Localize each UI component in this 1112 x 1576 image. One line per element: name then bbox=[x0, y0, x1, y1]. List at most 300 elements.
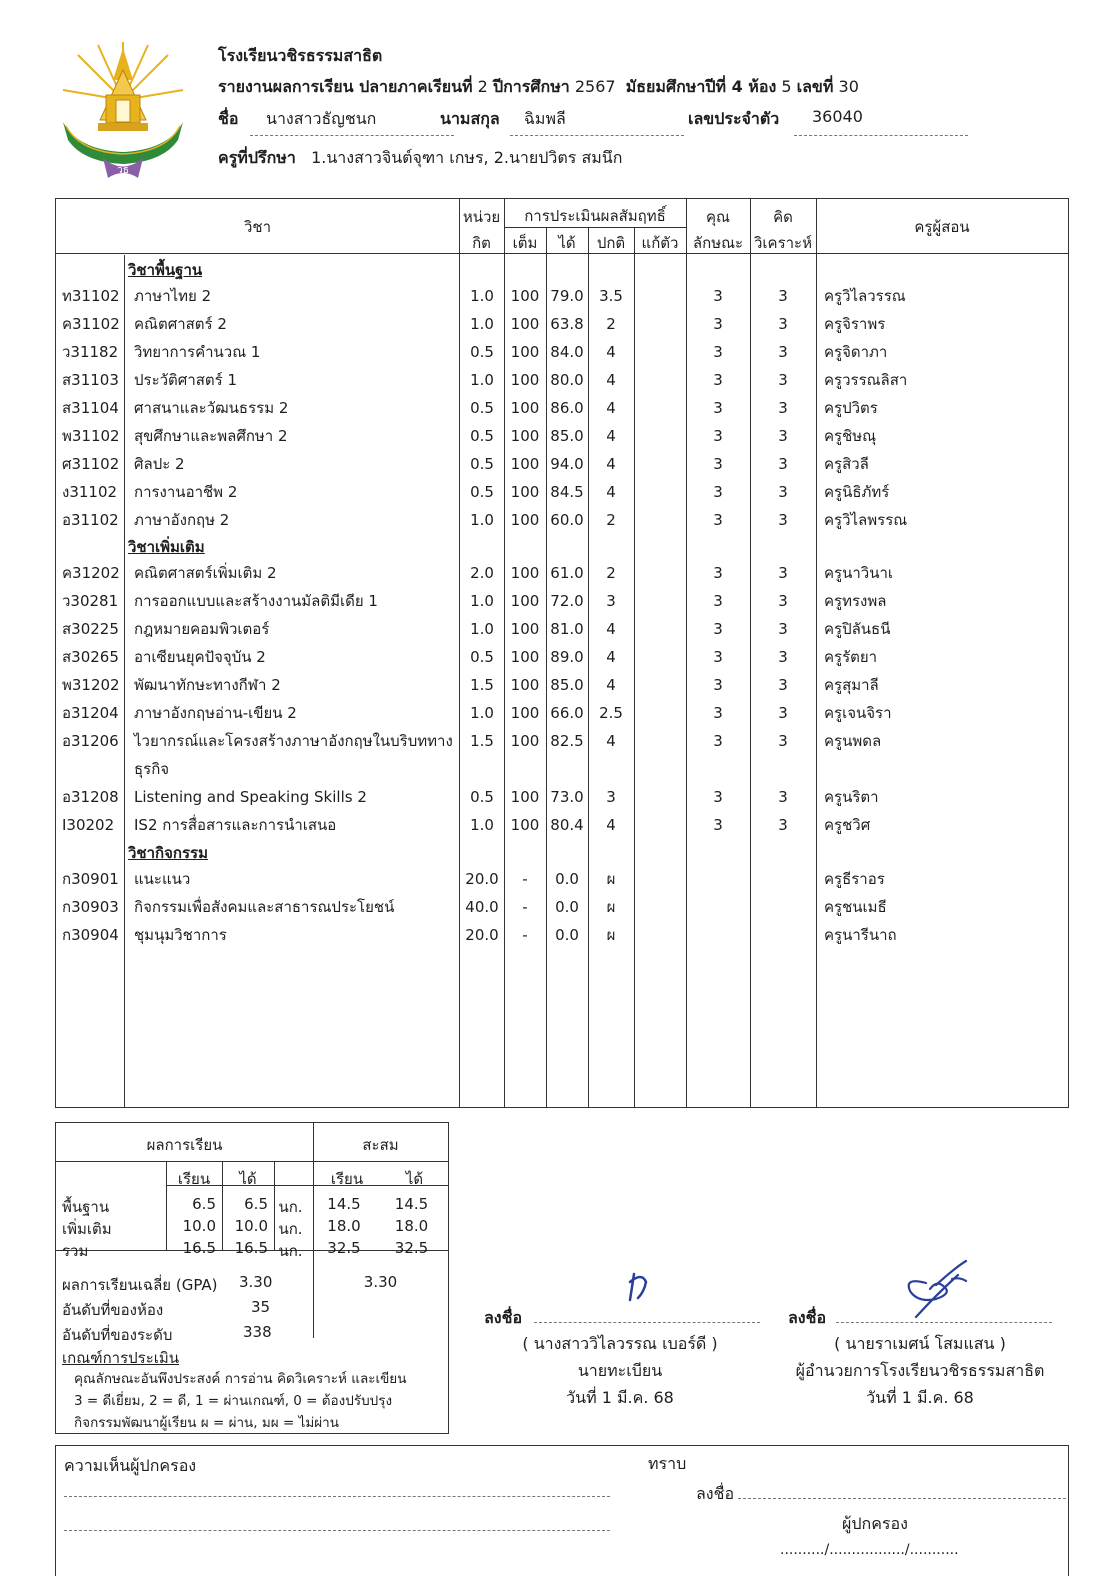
cell-normal: 4 bbox=[606, 399, 616, 417]
cell-normal: 2.5 bbox=[599, 704, 623, 722]
cell-crit: 3 bbox=[778, 343, 788, 361]
table-row bbox=[56, 559, 1068, 587]
surname-label: นามสกุล bbox=[440, 109, 500, 128]
header-got: ได้ bbox=[558, 234, 576, 252]
cell-credit: 1.0 bbox=[470, 287, 494, 305]
cell-teacher: ครูสุมาลี bbox=[824, 676, 879, 694]
cell-credit: 1.0 bbox=[470, 371, 494, 389]
cell-code: อ31206 bbox=[62, 732, 119, 750]
advisor-names: 1.นางสาวจินต์จุฑา เกษร, 2.นายปวิตร สมนึก bbox=[311, 148, 623, 167]
table-row bbox=[56, 338, 1068, 366]
cell-crit: 3 bbox=[778, 592, 788, 610]
room-value: 5 bbox=[781, 77, 792, 96]
cell-full: 100 bbox=[510, 732, 540, 750]
cell-got: 89.0 bbox=[550, 648, 584, 666]
cell-got: 80.0 bbox=[550, 371, 584, 389]
cell-normal: 4 bbox=[606, 648, 616, 666]
cell-full: 100 bbox=[510, 816, 540, 834]
right-sign-line bbox=[836, 1322, 1052, 1323]
cell-credit: 1.5 bbox=[470, 732, 494, 750]
summary-studied: 16.5 bbox=[182, 1239, 216, 1257]
cell-name: ชุมนุมวิชาการ bbox=[134, 926, 227, 944]
cell-code: อ31204 bbox=[62, 704, 119, 722]
section-additional: วิชาเพิ่มเติม bbox=[128, 538, 205, 556]
cell-full: 100 bbox=[510, 427, 540, 445]
cell-char: 3 bbox=[713, 455, 723, 473]
summary-unit: นก. bbox=[278, 1220, 303, 1238]
table-row bbox=[56, 671, 1068, 699]
cell-full: - bbox=[522, 870, 528, 888]
cell-char: 3 bbox=[713, 371, 723, 389]
parent-sign-line[interactable] bbox=[738, 1498, 1066, 1499]
registrar-signature bbox=[620, 1268, 660, 1308]
parent-date-line: ........../................./........... bbox=[780, 1542, 959, 1558]
header-full: เต็ม bbox=[512, 234, 538, 252]
cell-normal: ผ bbox=[606, 926, 616, 944]
summary-unit: นก. bbox=[278, 1198, 303, 1216]
cell-name: อาเซียนยุคปัจจุบัน 2 bbox=[134, 648, 266, 666]
summary-cum-earned-label: ได้ bbox=[405, 1170, 424, 1188]
table-row bbox=[56, 811, 1068, 839]
cell-crit: 3 bbox=[778, 648, 788, 666]
table-row bbox=[56, 865, 1068, 893]
table-row bbox=[56, 366, 1068, 394]
cell-teacher: ครูนริตา bbox=[824, 788, 879, 806]
cell-name: ภาษาไทย 2 bbox=[134, 287, 212, 305]
criteria-line-1: คุณลักษณะอันพึงประสงค์ การอ่าน คิดวิเคราะห์ และเขียน bbox=[74, 1371, 407, 1387]
cell-got: 81.0 bbox=[550, 620, 584, 638]
cell-code: อ31208 bbox=[62, 788, 119, 806]
cell-full: 100 bbox=[510, 287, 540, 305]
summary-earned: 6.5 bbox=[244, 1195, 268, 1213]
cell-teacher: ครูนพดล bbox=[824, 732, 882, 750]
cell-code: ส30225 bbox=[62, 620, 119, 638]
student-name: นางสาวธัญชนก bbox=[250, 107, 454, 136]
grade-label: มัธยมศึกษาปีที่ 4 ห้อง bbox=[625, 77, 777, 96]
cell-crit: 3 bbox=[778, 816, 788, 834]
cell-name: ภาษาอังกฤษอ่าน-เขียน 2 bbox=[134, 704, 297, 722]
cell-teacher: ครูธีราอร bbox=[824, 870, 885, 888]
summary-results-label: ผลการเรียน bbox=[146, 1136, 223, 1154]
table-row bbox=[56, 893, 1068, 921]
opinion-line-2[interactable] bbox=[64, 1530, 610, 1531]
cell-teacher: ครูนารีนาถ bbox=[824, 926, 897, 944]
year-value: 2567 bbox=[574, 77, 616, 96]
cell-name-continued: ธุรกิจ bbox=[134, 760, 170, 778]
cell-name: กิจกรรมเพื่อสังคมและสาธารณประโยชน์ bbox=[134, 898, 395, 916]
cell-got: 79.0 bbox=[550, 287, 584, 305]
parent-ack-label: ทราบ bbox=[648, 1454, 687, 1473]
cell-crit: 3 bbox=[778, 732, 788, 750]
summary-cum_earned: 18.0 bbox=[394, 1217, 429, 1235]
cell-normal: 2 bbox=[606, 564, 616, 582]
cell-name: ศาสนาและวัฒนธรรม 2 bbox=[134, 399, 289, 417]
cell-teacher: ครูวรรณลิสา bbox=[824, 371, 908, 389]
cell-name: การออกแบบและสร้างงานมัลติมีเดีย 1 bbox=[134, 592, 378, 610]
right-sign-label: ลงชื่อ bbox=[788, 1308, 827, 1327]
summary-studied: 6.5 bbox=[192, 1195, 216, 1213]
level-rank-value: 338 bbox=[243, 1323, 272, 1341]
cell-full: 100 bbox=[510, 592, 540, 610]
header-crit-top: คิด bbox=[773, 208, 793, 226]
cell-char: 3 bbox=[713, 343, 723, 361]
section-activity: วิชากิจกรรม bbox=[128, 844, 208, 862]
cell-code: พ31202 bbox=[62, 676, 120, 694]
cell-teacher: ครูสิวลี bbox=[824, 455, 869, 473]
cell-char: 3 bbox=[713, 732, 723, 750]
cell-normal: 4 bbox=[606, 620, 616, 638]
school-name: โรงเรียนวชิรธรรมสาธิต bbox=[218, 46, 383, 65]
cell-credit: 1.0 bbox=[470, 620, 494, 638]
cell-got: 66.0 bbox=[550, 704, 584, 722]
cell-char: 3 bbox=[713, 427, 723, 445]
cell-full: 100 bbox=[510, 648, 540, 666]
cell-code: ก30904 bbox=[62, 926, 119, 944]
table-row bbox=[56, 615, 1068, 643]
cell-got: 84.5 bbox=[550, 483, 584, 501]
table-row bbox=[56, 587, 1068, 615]
cell-teacher: ครูจิดาภา bbox=[824, 343, 888, 361]
cell-crit: 3 bbox=[778, 676, 788, 694]
cell-normal: 3 bbox=[606, 592, 616, 610]
registrar-date: วันที่ 1 มี.ค. 68 bbox=[566, 1388, 674, 1407]
cell-char: 3 bbox=[713, 315, 723, 333]
term-value: 2 bbox=[477, 77, 488, 96]
cell-char: 3 bbox=[713, 676, 723, 694]
cell-teacher: ครูปวิตร bbox=[824, 399, 878, 417]
cell-got: 0.0 bbox=[555, 870, 579, 888]
cell-full: 100 bbox=[510, 620, 540, 638]
cell-got: 85.0 bbox=[550, 427, 584, 445]
cell-credit: 1.0 bbox=[470, 704, 494, 722]
cell-credit: 1.0 bbox=[470, 315, 494, 333]
cell-code: ค31202 bbox=[62, 564, 120, 582]
cell-name: สุขศึกษาและพลศึกษา 2 bbox=[134, 427, 288, 445]
cell-teacher: ครูจิราพร bbox=[824, 315, 886, 333]
cell-char: 3 bbox=[713, 648, 723, 666]
cell-credit: 20.0 bbox=[465, 926, 499, 944]
cell-name: กฎหมายคอมพิวเตอร์ bbox=[134, 620, 270, 638]
summary-studied-label: เรียน bbox=[177, 1170, 211, 1188]
table-row bbox=[56, 422, 1068, 450]
cell-normal: 4 bbox=[606, 427, 616, 445]
header-subject: วิชา bbox=[243, 218, 272, 236]
cell-credit: 0.5 bbox=[470, 427, 494, 445]
cell-char: 3 bbox=[713, 287, 723, 305]
cell-got: 84.0 bbox=[550, 343, 584, 361]
cell-code: ก30903 bbox=[62, 898, 119, 916]
cell-full: 100 bbox=[510, 455, 540, 473]
summary-label: เพิ่มเติม bbox=[62, 1220, 112, 1238]
cell-got: 80.4 bbox=[550, 816, 584, 834]
cell-normal: ผ bbox=[606, 898, 616, 916]
cell-crit: 3 bbox=[778, 704, 788, 722]
cell-code: อ31102 bbox=[62, 511, 119, 529]
cell-name: การงานอาชีพ 2 bbox=[134, 483, 238, 501]
header-teacher: ครูผู้สอน bbox=[914, 218, 970, 236]
cell-code: ศ31102 bbox=[62, 455, 120, 473]
summary-label: พื้นฐาน bbox=[62, 1198, 110, 1216]
school-logo bbox=[58, 40, 188, 180]
cell-got: 73.0 bbox=[550, 788, 584, 806]
cell-normal: 3 bbox=[606, 788, 616, 806]
cell-credit: 2.0 bbox=[470, 564, 494, 582]
grades-table bbox=[55, 198, 1069, 1108]
director-name: ( นายราเมศน์ โสมแสน ) bbox=[834, 1334, 1006, 1353]
header-normal: ปกติ bbox=[596, 234, 626, 252]
cell-normal: 3.5 bbox=[599, 287, 623, 305]
cell-credit: 0.5 bbox=[470, 455, 494, 473]
cell-name: ภาษาอังกฤษ 2 bbox=[134, 511, 230, 529]
left-sign-label: ลงชื่อ bbox=[484, 1308, 523, 1327]
cell-full: 100 bbox=[510, 788, 540, 806]
cell-crit: 3 bbox=[778, 371, 788, 389]
id-label: เลขประจำตัว bbox=[688, 109, 780, 128]
cell-full: 100 bbox=[510, 371, 540, 389]
opinion-line-1[interactable] bbox=[64, 1496, 610, 1497]
summary-earned-label: ได้ bbox=[239, 1170, 257, 1188]
registrar-name: ( นางสาววิไลวรรณ เบอร์ดี ) bbox=[522, 1334, 718, 1353]
director-date: วันที่ 1 มี.ค. 68 bbox=[866, 1388, 974, 1407]
cell-char: 3 bbox=[713, 399, 723, 417]
parent-role: ผู้ปกครอง bbox=[842, 1514, 908, 1533]
criteria-line-2: 3 = ดีเยี่ยม, 2 = ดี, 1 = ผ่านเกณฑ์, 0 = ต้องปรับปรุง bbox=[74, 1393, 393, 1409]
cell-normal: ผ bbox=[606, 870, 616, 888]
cell-char: 3 bbox=[713, 816, 723, 834]
cell-crit: 3 bbox=[778, 455, 788, 473]
cell-full: 100 bbox=[510, 399, 540, 417]
cell-full: 100 bbox=[510, 315, 540, 333]
cell-crit: 3 bbox=[778, 287, 788, 305]
summary-cum_studied: 18.0 bbox=[327, 1217, 361, 1235]
class-rank-value: 35 bbox=[251, 1298, 271, 1316]
criteria-title: เกณฑ์การประเมิน bbox=[62, 1349, 180, 1367]
table-row bbox=[56, 394, 1068, 422]
header-remedial: แก้ตัว bbox=[641, 234, 679, 252]
cell-got: 86.0 bbox=[550, 399, 584, 417]
cell-name: แนะแนว bbox=[134, 870, 191, 888]
summary-cum_studied: 14.5 bbox=[327, 1195, 361, 1213]
left-sign-line bbox=[534, 1322, 760, 1323]
number-label: เลขที่ bbox=[796, 77, 834, 96]
cell-crit: 3 bbox=[778, 620, 788, 638]
cell-code: ง31102 bbox=[62, 483, 118, 501]
header-credit-bottom: กิต bbox=[472, 234, 491, 252]
cell-code: ว30281 bbox=[62, 592, 119, 610]
name-label: ชื่อ bbox=[218, 109, 239, 128]
table-row bbox=[56, 699, 1068, 727]
summary-earned: 16.5 bbox=[234, 1239, 268, 1257]
cell-teacher: ครูนิธิภัทร์ bbox=[824, 483, 890, 501]
cell-char: 3 bbox=[713, 620, 723, 638]
cell-got: 94.0 bbox=[550, 455, 584, 473]
cell-crit: 3 bbox=[778, 427, 788, 445]
cell-got: 82.5 bbox=[550, 732, 584, 750]
summary-cum_studied: 32.5 bbox=[327, 1239, 361, 1257]
parent-sign-label: ลงชื่อ bbox=[696, 1484, 735, 1503]
table-row bbox=[56, 450, 1068, 478]
table-row bbox=[56, 643, 1068, 671]
cell-credit: 0.5 bbox=[470, 399, 494, 417]
cell-code: ค31102 bbox=[62, 315, 120, 333]
cell-teacher: ครูวิไลพรรณ bbox=[824, 511, 908, 529]
cum-gpa-value: 3.30 bbox=[363, 1273, 398, 1291]
cell-name: ไวยากรณ์และโครงสร้างภาษาอังกฤษในบริบททาง bbox=[134, 732, 453, 750]
summary-cum_earned: 32.5 bbox=[394, 1239, 429, 1257]
cell-got: 0.0 bbox=[555, 926, 579, 944]
cell-teacher: ครูวิไลวรรณ bbox=[824, 287, 906, 305]
cell-full: 100 bbox=[510, 343, 540, 361]
cell-got: 61.0 bbox=[550, 564, 584, 582]
cell-credit: 0.5 bbox=[470, 788, 494, 806]
cell-teacher: ครูชนเมธี bbox=[824, 898, 887, 916]
cell-got: 72.0 bbox=[550, 592, 584, 610]
gpa-label: ผลการเรียนเฉลี่ย (GPA) bbox=[62, 1276, 218, 1294]
cell-teacher: ครูรัตยา bbox=[824, 648, 878, 666]
summary-label: รวม bbox=[62, 1242, 89, 1260]
cell-char: 3 bbox=[713, 483, 723, 501]
cell-credit: 1.0 bbox=[470, 592, 494, 610]
header-char-bottom: ลักษณะ bbox=[692, 234, 744, 252]
cell-crit: 3 bbox=[778, 315, 788, 333]
table-row bbox=[56, 921, 1068, 949]
director-role: ผู้อำนวยการโรงเรียนวชิรธรรมสาธิต bbox=[795, 1361, 1045, 1380]
table-row bbox=[56, 727, 1068, 755]
advisor-label: ครูที่ปรึกษา bbox=[218, 148, 296, 167]
cell-crit: 3 bbox=[778, 788, 788, 806]
header-credit-top: หน่วย bbox=[462, 208, 501, 226]
table-row bbox=[56, 506, 1068, 534]
table-row bbox=[56, 783, 1068, 811]
cell-normal: 4 bbox=[606, 732, 616, 750]
report-title bbox=[218, 75, 859, 100]
cell-normal: 2 bbox=[606, 315, 616, 333]
header-assessment: การประเมินผลสัมฤทธิ์ bbox=[524, 207, 666, 225]
parent-opinion-label: ความเห็นผู้ปกครอง bbox=[64, 1456, 197, 1475]
number-value: 30 bbox=[838, 77, 859, 96]
cell-teacher: ครูนาวินาเ bbox=[824, 564, 893, 582]
cell-char: 3 bbox=[713, 788, 723, 806]
header-char-top: คุณ bbox=[706, 208, 730, 226]
cell-teacher: ครูปิลันธนี bbox=[824, 620, 891, 638]
svg-text:วธ: วธ bbox=[117, 165, 129, 176]
cell-name: Listening and Speaking Skills 2 bbox=[134, 788, 367, 806]
cell-code: ว31182 bbox=[62, 343, 119, 361]
cell-normal: 4 bbox=[606, 455, 616, 473]
registrar-role: นายทะเบียน bbox=[577, 1361, 663, 1380]
cell-credit: 0.5 bbox=[470, 483, 494, 501]
cell-normal: 4 bbox=[606, 483, 616, 501]
cell-name: วิทยาการคำนวณ 1 bbox=[134, 343, 261, 361]
student-surname: ฉิมพลี bbox=[510, 107, 684, 136]
cell-char: 3 bbox=[713, 564, 723, 582]
summary-unit: นก. bbox=[278, 1242, 303, 1260]
table-row bbox=[56, 282, 1068, 310]
cell-code: I30202 bbox=[62, 816, 115, 834]
cell-name: พัฒนาทักษะทางกีฬา 2 bbox=[134, 676, 281, 694]
summary-cumulative-label: สะสม bbox=[362, 1136, 399, 1154]
cell-char: 3 bbox=[713, 704, 723, 722]
cell-got: 60.0 bbox=[550, 511, 584, 529]
cell-full: - bbox=[522, 926, 528, 944]
table-row bbox=[56, 478, 1068, 506]
cell-full: - bbox=[522, 898, 528, 916]
cell-normal: 4 bbox=[606, 343, 616, 361]
cell-normal: 4 bbox=[606, 676, 616, 694]
level-rank-label: อันดับที่ของระดับ bbox=[62, 1326, 173, 1344]
cell-teacher: ครูชิษณุ bbox=[824, 427, 877, 445]
cell-name: ประวัติศาสตร์ 1 bbox=[134, 371, 238, 389]
cell-code: ส30265 bbox=[62, 648, 119, 666]
cell-code: พ31102 bbox=[62, 427, 120, 445]
section-basic: วิชาพื้นฐาน bbox=[128, 261, 203, 279]
cell-name: คณิตศาสตร์ 2 bbox=[134, 315, 227, 333]
cell-crit: 3 bbox=[778, 511, 788, 529]
advisor-line bbox=[218, 146, 622, 171]
cell-char: 3 bbox=[713, 511, 723, 529]
cell-got: 0.0 bbox=[555, 898, 579, 916]
cell-crit: 3 bbox=[778, 483, 788, 501]
cell-full: 100 bbox=[510, 483, 540, 501]
summary-studied: 10.0 bbox=[182, 1217, 216, 1235]
summary-cum_earned: 14.5 bbox=[394, 1195, 429, 1213]
cell-teacher: ครูชวิศ bbox=[824, 816, 871, 834]
cell-credit: 0.5 bbox=[470, 343, 494, 361]
report-label: รายงานผลการเรียน ปลายภาคเรียนที่ bbox=[218, 77, 473, 96]
cell-got: 85.0 bbox=[550, 676, 584, 694]
criteria-line-3: กิจกรรมพัฒนาผู้เรียน ผ = ผ่าน, มผ = ไม่ผ่าน bbox=[74, 1415, 339, 1431]
cell-code: ท31102 bbox=[62, 287, 120, 305]
cell-name: ศิลปะ 2 bbox=[134, 455, 185, 473]
cell-teacher: ครูทรงพล bbox=[824, 592, 887, 610]
cell-normal: 2 bbox=[606, 511, 616, 529]
cell-credit: 1.5 bbox=[470, 676, 494, 694]
cell-crit: 3 bbox=[778, 564, 788, 582]
cell-credit: 0.5 bbox=[470, 648, 494, 666]
cell-code: ส31104 bbox=[62, 399, 119, 417]
header-crit-bottom: วิเคราะห์ bbox=[753, 234, 812, 252]
cell-credit: 40.0 bbox=[465, 898, 499, 916]
cell-normal: 4 bbox=[606, 816, 616, 834]
cell-full: 100 bbox=[510, 676, 540, 694]
summary-cum-studied-label: เรียน bbox=[330, 1170, 364, 1188]
cell-full: 100 bbox=[510, 511, 540, 529]
cell-full: 100 bbox=[510, 564, 540, 582]
results-summary bbox=[55, 1122, 449, 1434]
cell-credit: 20.0 bbox=[465, 870, 499, 888]
parent-opinion-box bbox=[55, 1445, 1069, 1576]
cell-crit: 3 bbox=[778, 399, 788, 417]
summary-earned: 10.0 bbox=[234, 1217, 268, 1235]
cell-code: ส31103 bbox=[62, 371, 119, 389]
cell-got: 63.8 bbox=[550, 315, 584, 333]
director-signature bbox=[896, 1255, 976, 1325]
gpa-value: 3.30 bbox=[239, 1273, 273, 1291]
cell-name: IS2 การสื่อสารและการนำเสนอ bbox=[134, 816, 337, 834]
cell-char: 3 bbox=[713, 592, 723, 610]
cell-credit: 1.0 bbox=[470, 816, 494, 834]
year-label: ปีการศึกษา bbox=[492, 77, 570, 96]
cell-teacher: ครูเจนจิรา bbox=[824, 704, 892, 722]
cell-name: คณิตศาสตร์เพิ่มเติม 2 bbox=[134, 564, 277, 582]
class-rank-label: อันดับที่ของห้อง bbox=[62, 1301, 164, 1319]
cell-normal: 4 bbox=[606, 371, 616, 389]
table-row-continued bbox=[56, 755, 1068, 783]
student-id: 36040 bbox=[794, 107, 968, 136]
cell-credit: 1.0 bbox=[470, 511, 494, 529]
table-row bbox=[56, 310, 1068, 338]
cell-code: ก30901 bbox=[62, 870, 119, 888]
